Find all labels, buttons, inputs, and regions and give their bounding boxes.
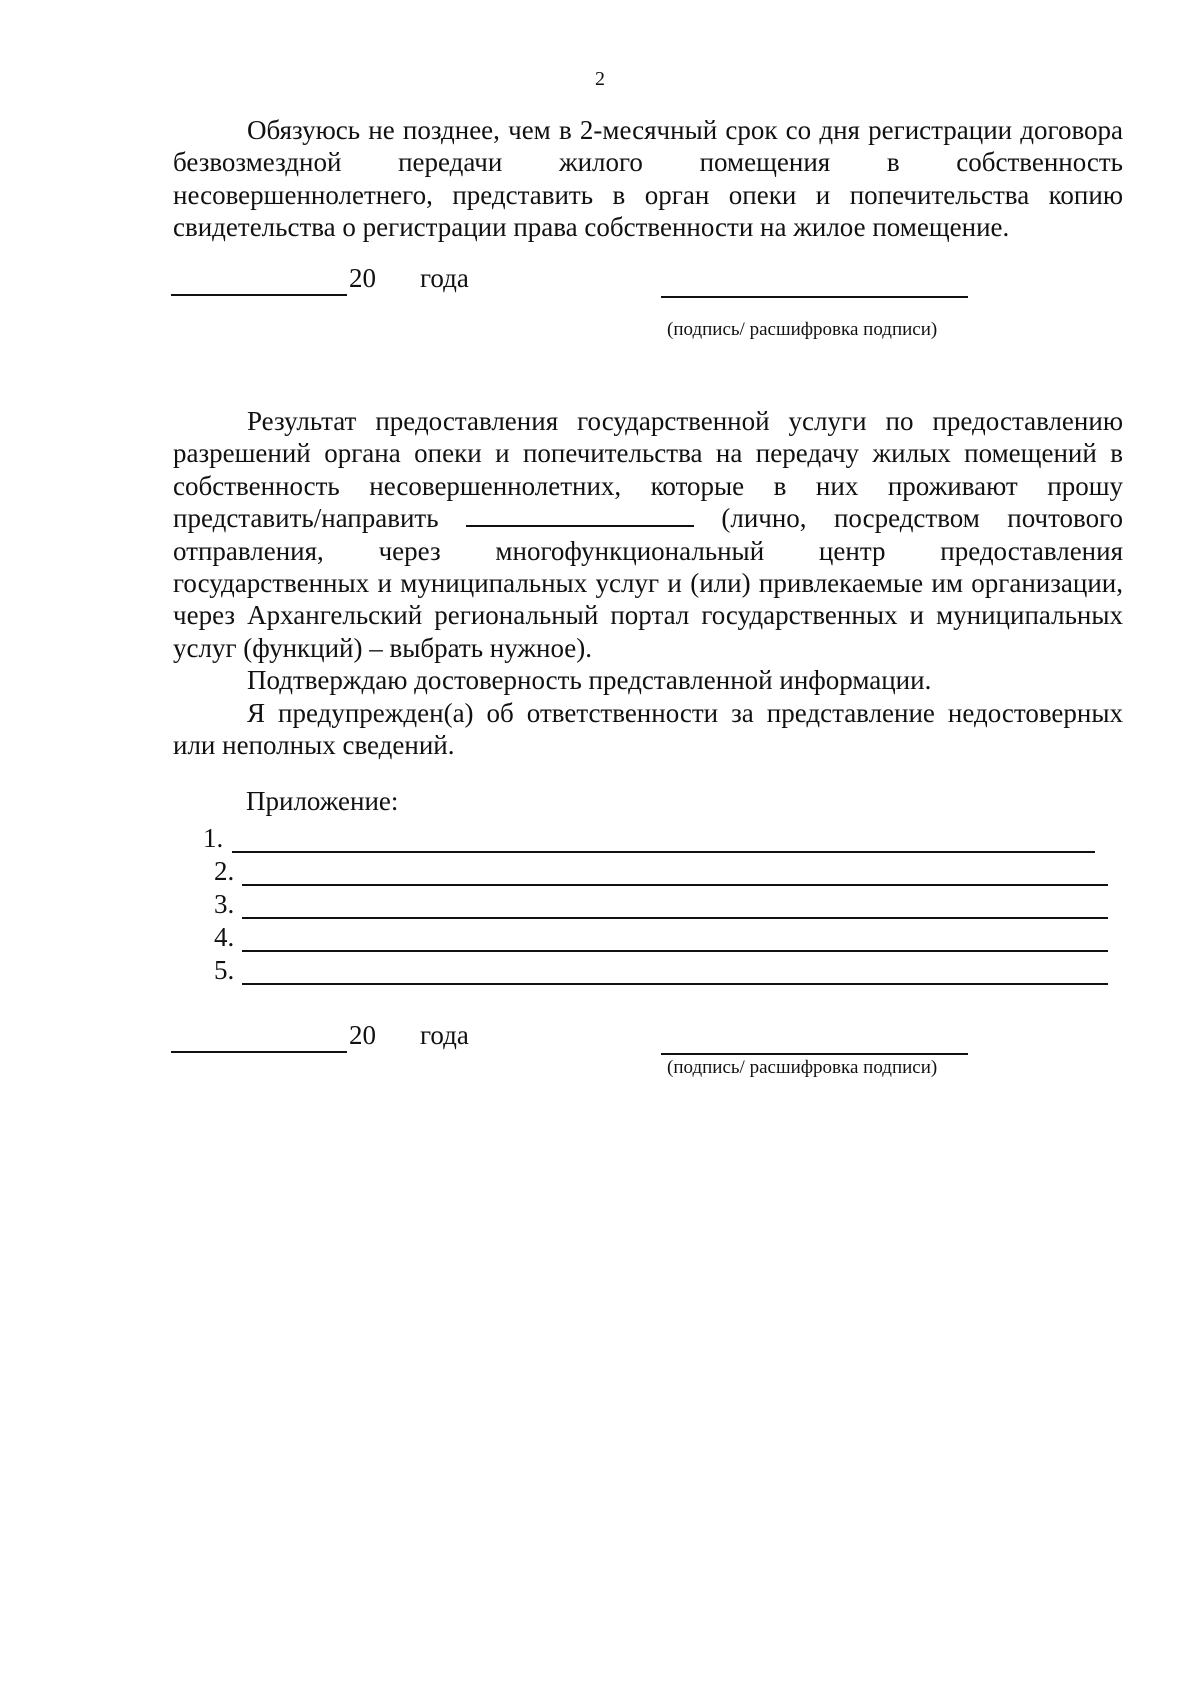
page-number: 2 — [595, 68, 605, 90]
signature-block-2 — [0, 1020, 1200, 1060]
confirmation-paragraph: Подтверждаю достоверность представленной информации. — [247, 665, 932, 695]
result-delivery-paragraph — [173, 405, 1123, 664]
year-prefix: 20 — [349, 1020, 376, 1050]
signature-blank-line — [661, 1053, 968, 1055]
year-word: года — [420, 263, 469, 293]
appendix-item — [0, 955, 1200, 987]
result-text-before-blank: Результат предоставления государственной услуги по предоставлению разрешений органа опеки и попечительства на передачу жилых помещений в собственность несовершеннолетних, которые в них проживают прошу представить/направить — [173, 406, 1123, 534]
date-blank-line — [171, 294, 347, 296]
appendix-item-number: 3. — [214, 889, 235, 919]
year-word: года — [420, 1020, 469, 1050]
appendix-item — [0, 823, 1200, 855]
year-prefix: 20 — [349, 263, 376, 293]
liability-warning-paragraph: Я предупрежден(а) об ответственности за представление недостоверных или неполных сведений. — [173, 698, 1123, 761]
appendix-item — [0, 889, 1200, 921]
appendix-item — [0, 922, 1200, 954]
appendix-item-line — [242, 917, 1108, 919]
appendix-item-number: 5. — [214, 955, 235, 985]
appendix-item-number: 1. — [203, 823, 224, 853]
appendix-label: Приложение: — [246, 786, 399, 816]
signature-block-1 — [0, 263, 1200, 303]
appendix-item-number: 2. — [214, 856, 235, 886]
appendix-item-line — [232, 851, 1095, 853]
date-blank-line — [171, 1051, 347, 1053]
signature-caption: (подпись/ расшифровка подписи) — [667, 319, 938, 340]
appendix-item-line — [242, 950, 1108, 952]
appendix-item-line — [242, 983, 1108, 985]
appendix-item-number: 4. — [214, 922, 235, 952]
signature-blank-line — [661, 296, 968, 298]
delivery-method-blank — [466, 503, 694, 527]
result-text-after-blank: (лично, посредством почтового отправления, через многофункциональный центр предоставления государственных и муниципальных услуг и (или) привлекаемые им организации, через Архангельский региональный портал государственных и муниципальных услуг (функций) – выбрать нужное). — [173, 503, 1123, 663]
appendix-item-line — [242, 884, 1108, 886]
commitment-paragraph: Обязуюсь не позднее, чем в 2-месячный срок со дня регистрации договора безвозмездной передачи жилого помещения в собственность несовершеннолетнего, представить в орган опеки и попечительства копию свидетельства о регистрации права собственности на жилое помещение. — [173, 115, 1123, 243]
signature-caption: (подпись/ расшифровка подписи) — [667, 1057, 938, 1078]
appendix-item — [0, 856, 1200, 888]
